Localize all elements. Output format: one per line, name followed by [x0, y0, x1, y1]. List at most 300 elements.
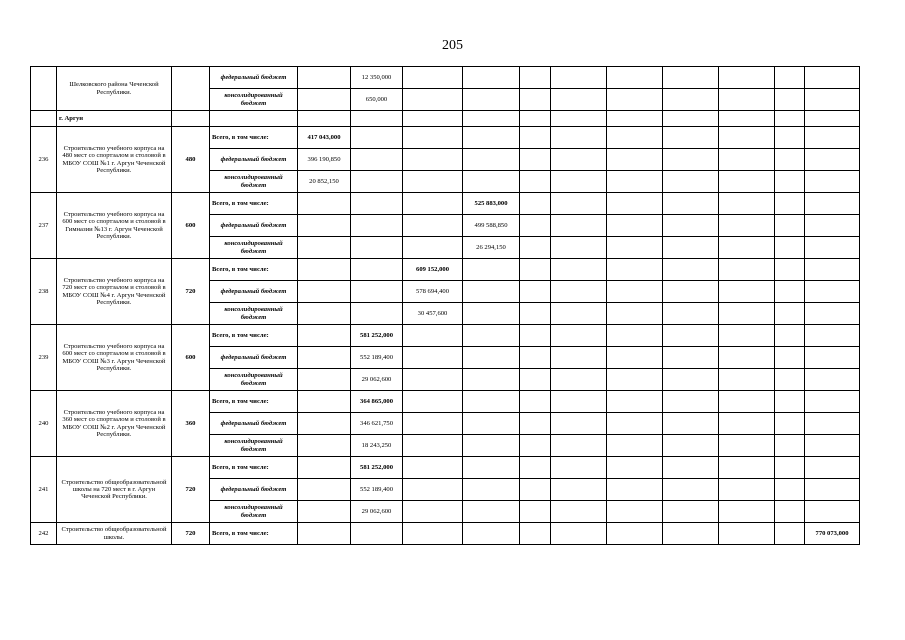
- capacity-cell: 720: [172, 523, 210, 545]
- empty-cell: [607, 391, 663, 413]
- empty-cell: [463, 413, 520, 435]
- empty-cell: [463, 89, 520, 111]
- empty-cell: [607, 347, 663, 369]
- empty-cell: [551, 193, 607, 215]
- table-row: [31, 457, 860, 479]
- empty-cell: [775, 369, 805, 391]
- empty-cell: [403, 325, 463, 347]
- empty-cell: [463, 391, 520, 413]
- capacity-cell: 720: [172, 259, 210, 325]
- empty-cell: [351, 171, 403, 193]
- empty-cell: [805, 127, 860, 149]
- empty-cell: [463, 281, 520, 303]
- empty-cell: [463, 347, 520, 369]
- empty-cell: [607, 67, 663, 89]
- empty-cell: [351, 193, 403, 215]
- empty-cell: [805, 237, 860, 259]
- empty-cell: [551, 325, 607, 347]
- empty-cell: [719, 457, 775, 479]
- empty-cell: [719, 413, 775, 435]
- object-name-cell: Строительство учебного корпуса на 600 мест со спортзалом и столовой в Гимназии №13 г. Аргун Чеченской Республики.: [57, 193, 172, 259]
- funding-source-cell: федеральный бюджет: [210, 67, 298, 89]
- empty-cell: [805, 479, 860, 501]
- empty-cell: [551, 391, 607, 413]
- empty-cell: [403, 391, 463, 413]
- empty-cell: [719, 435, 775, 457]
- empty-cell: [805, 303, 860, 325]
- row-number-cell: 240: [31, 391, 57, 457]
- empty-cell: [463, 259, 520, 281]
- amount-cell: 770 073,000: [805, 523, 860, 545]
- empty-cell: [719, 193, 775, 215]
- empty-cell: [351, 111, 403, 127]
- amount-cell: 552 189,400: [351, 479, 403, 501]
- empty-cell: [298, 325, 351, 347]
- amount-cell: 364 865,000: [351, 391, 403, 413]
- funding-source-cell: федеральный бюджет: [210, 347, 298, 369]
- table-row: [31, 523, 860, 545]
- empty-cell: [403, 111, 463, 127]
- empty-cell: [663, 457, 719, 479]
- empty-cell: [298, 215, 351, 237]
- empty-cell: [775, 89, 805, 111]
- empty-cell: [463, 457, 520, 479]
- empty-cell: [551, 89, 607, 111]
- empty-cell: [298, 369, 351, 391]
- funding-source-cell: Всего, в том числе:: [210, 391, 298, 413]
- empty-cell: [663, 67, 719, 89]
- empty-cell: [403, 435, 463, 457]
- object-name-cell: Шелковского района Чеченской Республики.: [57, 67, 172, 111]
- empty-cell: [719, 67, 775, 89]
- empty-cell: [210, 111, 298, 127]
- empty-cell: [403, 369, 463, 391]
- empty-cell: [403, 413, 463, 435]
- capacity-cell: 360: [172, 391, 210, 457]
- row-number-cell: 242: [31, 523, 57, 545]
- funding-source-cell: Всего, в том числе:: [210, 325, 298, 347]
- funding-source-cell: федеральный бюджет: [210, 281, 298, 303]
- empty-cell: [607, 325, 663, 347]
- empty-cell: [775, 67, 805, 89]
- empty-cell: [663, 325, 719, 347]
- empty-cell: [663, 369, 719, 391]
- empty-cell: [719, 237, 775, 259]
- empty-cell: [805, 171, 860, 193]
- empty-cell: [463, 435, 520, 457]
- empty-cell: [463, 111, 520, 127]
- empty-cell: [607, 303, 663, 325]
- empty-cell: [463, 303, 520, 325]
- empty-cell: [403, 193, 463, 215]
- empty-cell: [805, 413, 860, 435]
- empty-cell: [663, 259, 719, 281]
- empty-cell: [775, 457, 805, 479]
- empty-cell: [298, 435, 351, 457]
- empty-cell: [719, 171, 775, 193]
- empty-cell: [403, 457, 463, 479]
- empty-cell: [775, 347, 805, 369]
- empty-cell: [607, 237, 663, 259]
- empty-cell: [607, 171, 663, 193]
- empty-cell: [719, 111, 775, 127]
- empty-cell: [520, 127, 551, 149]
- empty-cell: [520, 89, 551, 111]
- amount-cell: 29 062,600: [351, 369, 403, 391]
- object-name-cell: Строительство общеобразовательной школы.: [57, 523, 172, 545]
- empty-cell: [551, 523, 607, 545]
- empty-cell: [719, 501, 775, 523]
- funding-source-cell: консолидированный бюджет: [210, 501, 298, 523]
- empty-cell: [551, 259, 607, 281]
- object-name-cell: Строительство общеобразовательной школы на 720 мест в г. Аргун Чеченской Республики.: [57, 457, 172, 523]
- empty-cell: [719, 523, 775, 545]
- empty-cell: [298, 193, 351, 215]
- empty-cell: [607, 89, 663, 111]
- funding-source-cell: Всего, в том числе:: [210, 523, 298, 545]
- empty-cell: [520, 391, 551, 413]
- object-name-cell: Строительство учебного корпуса на 720 мест со спортзалом и столовой в МБОУ СОШ №4 г. Аргун Чеченской Республики.: [57, 259, 172, 325]
- empty-cell: [551, 281, 607, 303]
- empty-cell: [551, 369, 607, 391]
- empty-cell: [298, 111, 351, 127]
- empty-cell: [520, 413, 551, 435]
- empty-cell: [607, 127, 663, 149]
- amount-cell: 20 852,150: [298, 171, 351, 193]
- amount-cell: 525 883,000: [463, 193, 520, 215]
- empty-cell: [663, 89, 719, 111]
- empty-cell: [607, 193, 663, 215]
- empty-cell: [607, 281, 663, 303]
- empty-cell: [607, 369, 663, 391]
- empty-cell: [298, 259, 351, 281]
- empty-cell: [463, 325, 520, 347]
- empty-cell: [805, 215, 860, 237]
- amount-cell: 18 243,250: [351, 435, 403, 457]
- empty-cell: [351, 149, 403, 171]
- empty-cell: [298, 501, 351, 523]
- empty-cell: [551, 67, 607, 89]
- row-number-cell: 238: [31, 259, 57, 325]
- empty-cell: [775, 479, 805, 501]
- empty-cell: [351, 215, 403, 237]
- empty-cell: [805, 501, 860, 523]
- empty-cell: [663, 501, 719, 523]
- empty-cell: [805, 281, 860, 303]
- funding-source-cell: консолидированный бюджет: [210, 89, 298, 111]
- empty-cell: [775, 171, 805, 193]
- empty-cell: [663, 149, 719, 171]
- object-name-cell: Строительство учебного корпуса на 480 мест со спортзалом и столовой в МБОУ СОШ №1 г. Аргун Чеченской Республики.: [57, 127, 172, 193]
- funding-source-cell: федеральный бюджет: [210, 215, 298, 237]
- empty-cell: [551, 215, 607, 237]
- empty-cell: [551, 237, 607, 259]
- empty-cell: [463, 171, 520, 193]
- empty-cell: [607, 259, 663, 281]
- empty-cell: [520, 281, 551, 303]
- empty-cell: [551, 171, 607, 193]
- empty-cell: [805, 347, 860, 369]
- empty-cell: [463, 67, 520, 89]
- amount-cell: 26 294,150: [463, 237, 520, 259]
- amount-cell: 346 621,750: [351, 413, 403, 435]
- empty-cell: [805, 259, 860, 281]
- empty-cell: [403, 237, 463, 259]
- empty-cell: [298, 347, 351, 369]
- empty-cell: [663, 347, 719, 369]
- empty-cell: [805, 111, 860, 127]
- amount-cell: 552 189,400: [351, 347, 403, 369]
- empty-cell: [719, 127, 775, 149]
- empty-cell: [663, 303, 719, 325]
- empty-cell: [520, 457, 551, 479]
- empty-cell: [805, 193, 860, 215]
- empty-cell: [403, 347, 463, 369]
- empty-cell: [403, 67, 463, 89]
- empty-cell: [663, 523, 719, 545]
- empty-cell: [351, 523, 403, 545]
- table-row: [31, 325, 860, 347]
- table-row: [31, 391, 860, 413]
- row-number-cell: 236: [31, 127, 57, 193]
- empty-cell: [607, 413, 663, 435]
- empty-cell: [775, 391, 805, 413]
- empty-cell: [719, 391, 775, 413]
- funding-source-cell: Всего, в том числе:: [210, 193, 298, 215]
- empty-cell: [551, 479, 607, 501]
- empty-cell: [520, 303, 551, 325]
- empty-cell: [719, 369, 775, 391]
- empty-cell: [351, 237, 403, 259]
- row-number-cell: [31, 67, 57, 111]
- capacity-cell: 600: [172, 193, 210, 259]
- empty-cell: [298, 89, 351, 111]
- capacity-cell: 720: [172, 457, 210, 523]
- empty-cell: [298, 281, 351, 303]
- empty-cell: [805, 435, 860, 457]
- empty-cell: [607, 215, 663, 237]
- empty-cell: [775, 149, 805, 171]
- empty-cell: [351, 127, 403, 149]
- empty-cell: [403, 171, 463, 193]
- empty-cell: [607, 149, 663, 171]
- empty-cell: [607, 523, 663, 545]
- amount-cell: 650,000: [351, 89, 403, 111]
- funding-source-cell: федеральный бюджет: [210, 413, 298, 435]
- empty-cell: [520, 67, 551, 89]
- empty-cell: [520, 479, 551, 501]
- empty-cell: [663, 127, 719, 149]
- empty-cell: [520, 501, 551, 523]
- row-number-cell: 239: [31, 325, 57, 391]
- empty-cell: [663, 237, 719, 259]
- empty-cell: [520, 523, 551, 545]
- empty-cell: [663, 281, 719, 303]
- empty-cell: [351, 259, 403, 281]
- empty-cell: [520, 193, 551, 215]
- empty-cell: [403, 89, 463, 111]
- empty-cell: [805, 325, 860, 347]
- empty-cell: [298, 303, 351, 325]
- row-number-cell: 237: [31, 193, 57, 259]
- empty-cell: [719, 215, 775, 237]
- empty-cell: [719, 347, 775, 369]
- empty-cell: [607, 111, 663, 127]
- funding-source-cell: Всего, в том числе:: [210, 259, 298, 281]
- empty-cell: [663, 435, 719, 457]
- empty-cell: [663, 215, 719, 237]
- funding-source-cell: консолидированный бюджет: [210, 237, 298, 259]
- amount-cell: 609 152,000: [403, 259, 463, 281]
- empty-cell: [775, 303, 805, 325]
- empty-cell: [351, 303, 403, 325]
- empty-cell: [775, 193, 805, 215]
- empty-cell: [663, 391, 719, 413]
- funding-source-cell: консолидированный бюджет: [210, 435, 298, 457]
- empty-cell: [775, 413, 805, 435]
- empty-cell: [805, 457, 860, 479]
- funding-source-cell: Всего, в том числе:: [210, 127, 298, 149]
- empty-cell: [775, 111, 805, 127]
- empty-cell: [463, 149, 520, 171]
- empty-cell: [607, 479, 663, 501]
- funding-source-cell: федеральный бюджет: [210, 149, 298, 171]
- empty-cell: [551, 111, 607, 127]
- empty-cell: [719, 89, 775, 111]
- amount-cell: 499 588,850: [463, 215, 520, 237]
- amount-cell: 30 457,600: [403, 303, 463, 325]
- funding-source-cell: консолидированный бюджет: [210, 369, 298, 391]
- empty-cell: [520, 347, 551, 369]
- empty-cell: [520, 435, 551, 457]
- funding-source-cell: федеральный бюджет: [210, 479, 298, 501]
- empty-cell: [351, 281, 403, 303]
- empty-cell: [775, 435, 805, 457]
- amount-cell: 417 043,000: [298, 127, 351, 149]
- empty-cell: [775, 215, 805, 237]
- empty-cell: [403, 523, 463, 545]
- capacity-cell: 480: [172, 127, 210, 193]
- empty-cell: [663, 111, 719, 127]
- empty-cell: [663, 413, 719, 435]
- empty-cell: [520, 149, 551, 171]
- empty-cell: [520, 215, 551, 237]
- empty-cell: [805, 67, 860, 89]
- empty-cell: [663, 193, 719, 215]
- empty-cell: [551, 127, 607, 149]
- capacity-cell: 600: [172, 325, 210, 391]
- empty-cell: [463, 127, 520, 149]
- empty-cell: [805, 369, 860, 391]
- empty-cell: [551, 501, 607, 523]
- empty-cell: [298, 67, 351, 89]
- row-number-cell: 241: [31, 457, 57, 523]
- empty-cell: [403, 479, 463, 501]
- empty-cell: [298, 237, 351, 259]
- empty-cell: [719, 325, 775, 347]
- empty-cell: [520, 237, 551, 259]
- empty-cell: [719, 149, 775, 171]
- empty-cell: [463, 523, 520, 545]
- funding-source-cell: консолидированный бюджет: [210, 303, 298, 325]
- empty-cell: [298, 479, 351, 501]
- empty-cell: [298, 457, 351, 479]
- empty-cell: [663, 171, 719, 193]
- page-number: 205: [442, 38, 463, 53]
- amount-cell: 396 190,850: [298, 149, 351, 171]
- empty-cell: [775, 501, 805, 523]
- empty-cell: [805, 391, 860, 413]
- amount-cell: 12 350,000: [351, 67, 403, 89]
- amount-cell: 581 252,000: [351, 457, 403, 479]
- empty-cell: [298, 413, 351, 435]
- empty-cell: [463, 479, 520, 501]
- amount-cell: 29 062,600: [351, 501, 403, 523]
- table-row: [31, 193, 860, 215]
- investment-table: [30, 66, 860, 545]
- empty-cell: [403, 215, 463, 237]
- empty-cell: [520, 111, 551, 127]
- empty-cell: [520, 171, 551, 193]
- empty-cell: [31, 111, 57, 127]
- empty-cell: [775, 237, 805, 259]
- empty-cell: [805, 89, 860, 111]
- empty-cell: [520, 259, 551, 281]
- empty-cell: [298, 523, 351, 545]
- object-name-cell: Строительство учебного корпуса на 360 мест со спортзалом и столовой в МБОУ СОШ №2 г. Аргун Чеченской Республики.: [57, 391, 172, 457]
- empty-cell: [463, 369, 520, 391]
- empty-cell: [719, 479, 775, 501]
- funding-source-cell: консолидированный бюджет: [210, 171, 298, 193]
- empty-cell: [520, 369, 551, 391]
- empty-cell: [663, 479, 719, 501]
- empty-cell: [551, 435, 607, 457]
- empty-cell: [172, 111, 210, 127]
- empty-cell: [463, 501, 520, 523]
- empty-cell: [719, 281, 775, 303]
- amount-cell: 578 694,400: [403, 281, 463, 303]
- empty-cell: [607, 457, 663, 479]
- table-row: [31, 259, 860, 281]
- empty-cell: [775, 325, 805, 347]
- table-row: [31, 127, 860, 149]
- empty-cell: [805, 149, 860, 171]
- empty-cell: [551, 347, 607, 369]
- funding-source-cell: Всего, в том числе:: [210, 457, 298, 479]
- empty-cell: [551, 457, 607, 479]
- empty-cell: [719, 259, 775, 281]
- capacity-cell: [172, 67, 210, 111]
- table-row: [31, 67, 860, 89]
- empty-cell: [403, 501, 463, 523]
- section-row: [31, 111, 860, 127]
- empty-cell: [775, 523, 805, 545]
- empty-cell: [403, 149, 463, 171]
- amount-cell: 581 252,000: [351, 325, 403, 347]
- empty-cell: [607, 435, 663, 457]
- empty-cell: [775, 127, 805, 149]
- empty-cell: [520, 325, 551, 347]
- empty-cell: [551, 303, 607, 325]
- empty-cell: [719, 303, 775, 325]
- section-title: г. Аргун: [57, 111, 172, 127]
- empty-cell: [551, 413, 607, 435]
- empty-cell: [403, 127, 463, 149]
- object-name-cell: Строительство учебного корпуса на 600 мест со спортзалом и столовой в МБОУ СОШ №3 г. Аргун Чеченской Республики.: [57, 325, 172, 391]
- empty-cell: [775, 281, 805, 303]
- empty-cell: [551, 149, 607, 171]
- empty-cell: [775, 259, 805, 281]
